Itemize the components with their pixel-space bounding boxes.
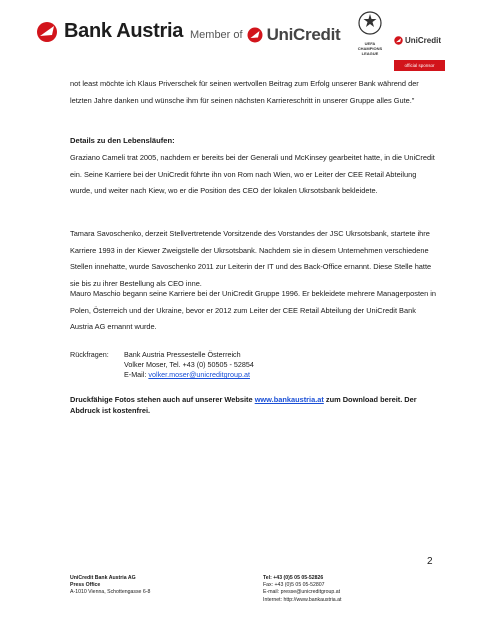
footer-department: Press Office bbox=[70, 582, 101, 589]
bank-austria-logo bbox=[34, 20, 183, 43]
sponsor-unicredit bbox=[394, 36, 441, 45]
unicredit-logo-icon bbox=[34, 21, 60, 43]
contact-person-phone: Volker Moser, Tel. +43 (0) 50505 - 52854 bbox=[124, 360, 254, 369]
champions-league-sponsor-badge bbox=[350, 6, 445, 72]
unicredit-name: UniCredit bbox=[266, 25, 341, 44]
official-sponsor-label: official sponsor bbox=[394, 60, 445, 71]
footer-internet: Internet: http://www.bankaustria.at bbox=[263, 596, 342, 603]
email-prefix: E-Mail: bbox=[124, 370, 149, 379]
cl-text-1: UEFA bbox=[364, 41, 376, 46]
member-text: Member of bbox=[190, 29, 243, 41]
website-link[interactable]: www.bankaustria.at bbox=[254, 395, 324, 404]
cl-text-3: LEAGUE bbox=[361, 51, 379, 56]
cl-text-2: CHAMPIONS bbox=[357, 46, 383, 51]
starball-icon bbox=[357, 10, 383, 36]
footer-company: UniCredit Bank Austria AG bbox=[70, 575, 136, 581]
bank-name: Bank Austria bbox=[64, 20, 184, 42]
email-link[interactable]: volker.moser@unicreditgroup.at bbox=[148, 370, 250, 379]
unicredit-logo-icon bbox=[394, 36, 403, 45]
download-text-before: Druckfähige Fotos stehen auch auf unserer Website bbox=[70, 395, 255, 404]
member-of-unicredit bbox=[190, 25, 340, 45]
paragraph-maschio: Mauro Maschio begann seine Karriere bei der UniCredit Gruppe 1996. Er bekleidete mehrere Managerposten in Polen, Österreich und der Ukraine, bevor er 2012 zum Leiter der CEE Retail Abteilung der UniCredit Bank Austria AG ernannt wurde. bbox=[70, 289, 437, 331]
download-note bbox=[70, 394, 440, 416]
paragraph-savoschenko: Tamara Savoschenko, derzeit Stellvertretende Vorsitzende des Vorstandes der JSC Ukrsotsbank, startete ihre Karriere 1993 in der Kiewer Zweigstelle der Ukrsotsbank. Nachdem sie in diesem Unternehmen verschiedene Stellen innehatte, wurde Savoschenko 2011 zur Leiterin der IT und des Back-Office ernannt. Diese Stelle hatte sie bis zu ihrer Bestellung als CEO inne. bbox=[70, 229, 432, 288]
download-text-after: zum Download bereit. Der Abdruck ist kostenfrei. bbox=[70, 395, 417, 415]
footer-email: E-mail: presse@unicreditgroup.at bbox=[263, 589, 341, 596]
contact-label: Rückfragen: bbox=[70, 350, 109, 359]
paragraph-cameli: Graziano Cameli trat 2005, nachdem er bereits bei der Generali und McKinsey gearbeitet hatte, in die UniCredit ein. Seine Karriere bei der UniCredit führte ihn von Rom nach Wien, wo er Leiter der CEE Retail Abteilung wurde, und weiter nach Kiew, wo er die Position des CEO der lokalen Ukrsotsbank bekleidete. bbox=[70, 153, 435, 195]
footer-tel: Tel: +43 (0)5 05 05-52826 bbox=[263, 575, 324, 581]
section-heading: Details zu den Lebensläufen: bbox=[70, 136, 175, 145]
contact-details bbox=[124, 350, 254, 380]
champions-league-logo bbox=[350, 6, 390, 66]
page-number: 2 bbox=[427, 556, 433, 567]
contact-office: Bank Austria Pressestelle Österreich bbox=[124, 350, 241, 359]
footer-contact bbox=[263, 575, 341, 604]
footer-street: A-1010 Vienna, Schottengasse 6-8 bbox=[70, 589, 151, 596]
paragraph-quote-end: not least möchte ich Klaus Priverschek für seinen wertvollen Beitrag zum Erfolg unserer Bank während der letzten Jahre danken und wünsche ihm für seinen nächsten Karriereschritt in unserer Gruppe alles Gute." bbox=[70, 79, 419, 105]
unicredit-logo-icon bbox=[247, 27, 263, 43]
sponsor-unicredit-name: UniCredit bbox=[405, 36, 441, 45]
footer-fax: Fax: +43 (0)5 05 05-52807 bbox=[263, 582, 325, 589]
contact-email-line bbox=[124, 370, 254, 380]
footer-address bbox=[70, 575, 150, 597]
